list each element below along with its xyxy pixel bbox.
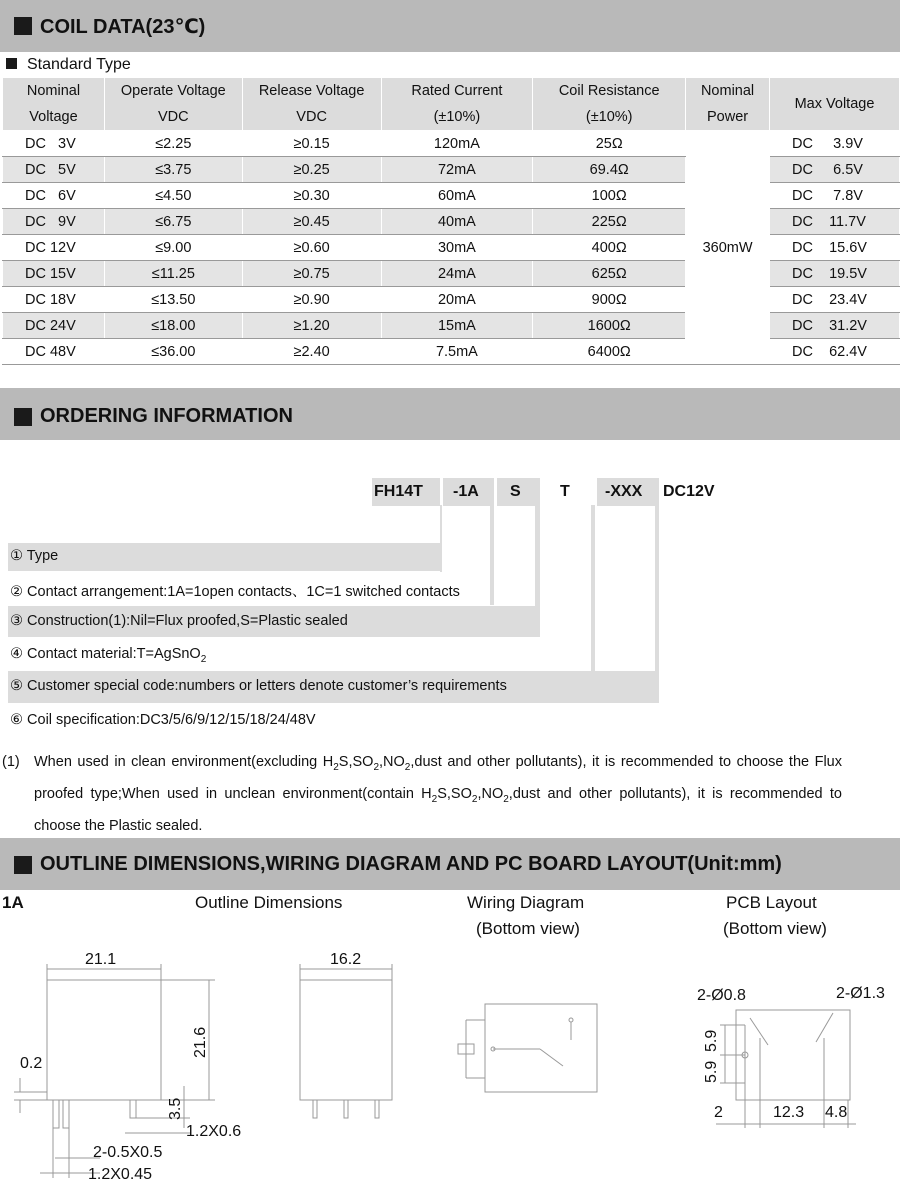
coil-resistance-cell: 400Ω bbox=[533, 235, 686, 261]
wiring-diagram-label: Wiring Diagram bbox=[467, 893, 585, 912]
ordering-info-header bbox=[0, 388, 900, 440]
standard-type-label: Standard Type bbox=[6, 56, 131, 74]
coil-data-table bbox=[2, 77, 900, 365]
operate-voltage-cell: ≤6.75 bbox=[104, 209, 242, 235]
order-code-contact: -1A bbox=[453, 483, 479, 500]
coil-data-header bbox=[0, 0, 900, 52]
release-voltage-cell: ≥0.15 bbox=[242, 131, 381, 157]
dim-pin-length: 3.5 bbox=[167, 1097, 184, 1120]
rated-current-cell: 20mA bbox=[381, 287, 533, 313]
dim-width: 21.1 bbox=[85, 951, 117, 968]
release-voltage-cell: ≥0.90 bbox=[242, 287, 381, 313]
order-code-material: T bbox=[560, 483, 570, 500]
square-bullet-icon bbox=[6, 58, 17, 69]
order-bar-type bbox=[8, 543, 441, 571]
max-voltage-cell: DC 31.2V bbox=[770, 313, 900, 339]
pcb-layout-label: PCB Layout bbox=[726, 893, 817, 912]
operate-voltage-cell: ≤3.75 bbox=[104, 157, 242, 183]
max-voltage-cell: DC 19.5V bbox=[770, 261, 900, 287]
coil-resistance-cell: 1600Ω bbox=[533, 313, 686, 339]
dim-hole-small: 2-Ø0.8 bbox=[697, 987, 746, 1004]
nominal-power-cell: 360mW bbox=[686, 131, 770, 365]
dim-pcb-c: 4.8 bbox=[825, 1104, 848, 1121]
order-item-contact: ② Contact arrangement:1A=1open contacts、1C=1 switched contacts bbox=[10, 584, 460, 600]
table-header-row bbox=[3, 78, 900, 131]
dim-height: 21.6 bbox=[192, 1026, 209, 1058]
dim-pcb-a: 2 bbox=[714, 1104, 723, 1121]
rated-current-cell: 24mA bbox=[381, 261, 533, 287]
column-header: Rated Current (±10%) bbox=[381, 78, 533, 131]
order-connector bbox=[535, 505, 540, 637]
rated-current-cell: 60mA bbox=[381, 183, 533, 209]
square-bullet-icon bbox=[14, 856, 32, 874]
wiring-bottom-view-label: (Bottom view) bbox=[476, 919, 580, 938]
rated-current-cell: 30mA bbox=[381, 235, 533, 261]
outline-dimensions-label: Outline Dimensions bbox=[195, 893, 343, 912]
section-title: OUTLINE DIMENSIONS,WIRING DIAGRAM AND PC BOARD LAYOUT(Unit:mm) bbox=[40, 853, 782, 875]
nominal-voltage-cell: DC 48V bbox=[3, 339, 105, 365]
dim-gap: 0.2 bbox=[20, 1055, 43, 1072]
release-voltage-cell: ≥0.45 bbox=[242, 209, 381, 235]
dim-pin-a: 1.2X0.6 bbox=[186, 1123, 242, 1140]
column-header: Operate Voltage VDC bbox=[104, 78, 242, 131]
dim-pitch-v2: 5.9 bbox=[703, 1060, 720, 1083]
table-row bbox=[3, 131, 900, 157]
dim-pin-c: 1.2X0.45 bbox=[88, 1166, 153, 1183]
column-header: Max Voltage bbox=[770, 78, 900, 131]
max-voltage-cell: DC 3.9V bbox=[770, 131, 900, 157]
order-connector bbox=[591, 505, 595, 671]
rated-current-cell: 40mA bbox=[381, 209, 533, 235]
note-text: When used in clean environment(excluding $H_2S,SO_2,NO_2,dust$ and other pollutants), it is recommended to choose the Flux proofed type;When used in unclean environment(contain $H_2S,SO_2,NO_2,dust$ and other pollutants), it is recommended to choose the Plastic sealed. bbox=[34, 754, 842, 834]
order-item-material: ④ Contact material:T=AgSnO$_2$ bbox=[10, 646, 207, 665]
rated-current-cell: 7.5mA bbox=[381, 339, 533, 365]
nominal-voltage-cell: DC 18V bbox=[3, 287, 105, 313]
nominal-voltage-cell: DC 9V bbox=[3, 209, 105, 235]
operate-voltage-cell: ≤9.00 bbox=[104, 235, 242, 261]
column-header: Nominal Voltage bbox=[3, 78, 105, 131]
dim-pitch-v1: 5.9 bbox=[703, 1029, 720, 1052]
release-voltage-cell: ≥2.40 bbox=[242, 339, 381, 365]
coil-resistance-cell: 100Ω bbox=[533, 183, 686, 209]
nominal-voltage-cell: DC 12V bbox=[3, 235, 105, 261]
max-voltage-cell: DC 23.4V bbox=[770, 287, 900, 313]
coil-resistance-cell: 6400Ω bbox=[533, 339, 686, 365]
order-item-type: ① Type bbox=[10, 548, 59, 564]
outline-dimensions-header bbox=[0, 838, 900, 890]
order-connector bbox=[490, 505, 494, 605]
rated-current-cell: 120mA bbox=[381, 131, 533, 157]
release-voltage-cell: ≥0.75 bbox=[242, 261, 381, 287]
note-number: (1) bbox=[2, 754, 20, 770]
operate-voltage-cell: ≤11.25 bbox=[104, 261, 242, 287]
order-code-series: FH14T bbox=[374, 483, 423, 500]
nominal-voltage-cell: DC 15V bbox=[3, 261, 105, 287]
release-voltage-cell: ≥1.20 bbox=[242, 313, 381, 339]
square-bullet-icon bbox=[14, 17, 32, 35]
operate-voltage-cell: ≤13.50 bbox=[104, 287, 242, 313]
max-voltage-cell: DC 11.7V bbox=[770, 209, 900, 235]
nominal-voltage-cell: DC 5V bbox=[3, 157, 105, 183]
order-item-coil: ⑥ Coil specification:DC3/5/6/9/12/15/18/24/48V bbox=[10, 712, 316, 728]
dim-depth: 16.2 bbox=[330, 951, 362, 968]
section-title: ORDERING INFORMATION bbox=[40, 405, 293, 427]
side-view-drawing bbox=[300, 964, 392, 1118]
max-voltage-cell: DC 7.8V bbox=[770, 183, 900, 209]
order-connector bbox=[440, 505, 442, 572]
order-connector bbox=[655, 505, 659, 703]
order-item-special: ⑤ Customer special code:numbers or letters denote customer’s requirements bbox=[10, 678, 507, 694]
nominal-voltage-cell: DC 6V bbox=[3, 183, 105, 209]
coil-resistance-cell: 25Ω bbox=[533, 131, 686, 157]
coil-resistance-cell: 900Ω bbox=[533, 287, 686, 313]
max-voltage-cell: DC 62.4V bbox=[770, 339, 900, 365]
coil-resistance-cell: 69.4Ω bbox=[533, 157, 686, 183]
rated-current-cell: 15mA bbox=[381, 313, 533, 339]
coil-resistance-cell: 225Ω bbox=[533, 209, 686, 235]
release-voltage-cell: ≥0.25 bbox=[242, 157, 381, 183]
dim-pin-b: 2-0.5X0.5 bbox=[93, 1144, 163, 1161]
release-voltage-cell: ≥0.60 bbox=[242, 235, 381, 261]
max-voltage-cell: DC 15.6V bbox=[770, 235, 900, 261]
nominal-voltage-cell: DC 3V bbox=[3, 131, 105, 157]
wiring-diagram-drawing bbox=[458, 1004, 597, 1092]
variant-label: 1A bbox=[2, 893, 24, 912]
rated-current-cell: 72mA bbox=[381, 157, 533, 183]
order-item-construction: ③ Construction(1):Nil=Flux proofed,S=Plastic sealed bbox=[10, 613, 348, 629]
dim-hole-large: 2-Ø1.3 bbox=[836, 985, 885, 1002]
order-code-coil: DC12V bbox=[663, 483, 715, 500]
pcb-bottom-view-label: (Bottom view) bbox=[723, 919, 827, 938]
section-title: COIL DATA(23℃) bbox=[40, 16, 206, 38]
operate-voltage-cell: ≤4.50 bbox=[104, 183, 242, 209]
technical-drawings bbox=[0, 928, 900, 1188]
coil-resistance-cell: 625Ω bbox=[533, 261, 686, 287]
order-code-construction: S bbox=[510, 483, 521, 500]
dim-pcb-b: 12.3 bbox=[773, 1104, 805, 1121]
column-header: Nominal Power bbox=[686, 78, 770, 131]
max-voltage-cell: DC 6.5V bbox=[770, 157, 900, 183]
operate-voltage-cell: ≤18.00 bbox=[104, 313, 242, 339]
nominal-voltage-cell: DC 24V bbox=[3, 313, 105, 339]
operate-voltage-cell: ≤36.00 bbox=[104, 339, 242, 365]
square-bullet-icon bbox=[14, 408, 32, 426]
release-voltage-cell: ≥0.30 bbox=[242, 183, 381, 209]
column-header: Release Voltage VDC bbox=[242, 78, 381, 131]
order-code-special: -XXX bbox=[605, 483, 643, 500]
column-header: Coil Resistance (±10%) bbox=[533, 78, 686, 131]
operate-voltage-cell: ≤2.25 bbox=[104, 131, 242, 157]
